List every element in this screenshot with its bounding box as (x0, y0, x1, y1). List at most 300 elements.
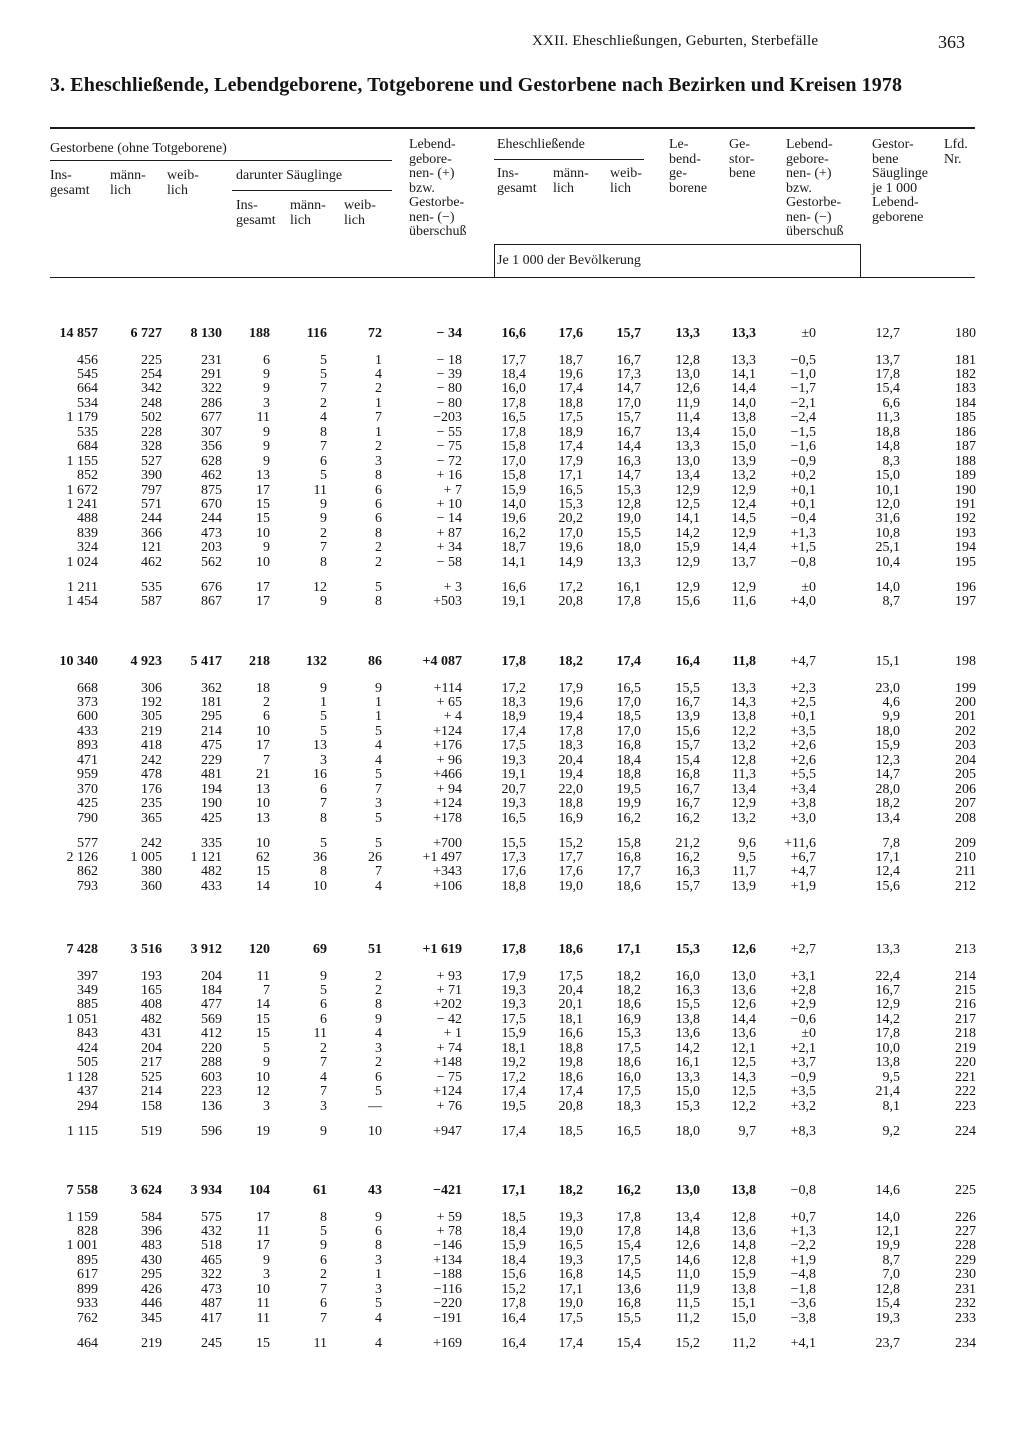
cell-ueberschuss-rate: +2,3 (790, 680, 816, 696)
cell-ehe-maennlich: 16,5 (558, 482, 583, 498)
cell-ehe-weiblich: 14,7 (616, 381, 641, 397)
cell-ehe-weiblich: 17,8 (616, 1209, 641, 1225)
cell-ehe-insgesamt: 17,4 (501, 723, 526, 739)
cell-saeuglinge-weiblich: 1 (375, 352, 382, 368)
cell-weiblich: 412 (201, 1026, 222, 1042)
cell-ueberschuss-rate: +3,5 (790, 723, 816, 739)
cell-ehe-weiblich: 15,4 (616, 1238, 641, 1254)
cell-saeuglinge-rate: 13,7 (875, 352, 900, 368)
cell-ueberschuss: − 75 (436, 1069, 462, 1085)
cell-lfd-nr: 183 (955, 381, 976, 397)
cell-gestorbene-rate: 14,4 (731, 540, 756, 556)
cell-weiblich: 245 (201, 1335, 222, 1351)
cell-maennlich: 527 (141, 453, 162, 469)
cell-lfd-nr: 181 (955, 352, 976, 368)
cell-ehe-maennlich: 17,4 (558, 1335, 583, 1351)
cell-saeuglinge-maennlich: 12 (313, 579, 327, 595)
cell-saeuglinge-insgesamt: 15 (256, 1335, 270, 1351)
cell-gestorbene-rate: 15,0 (731, 439, 756, 455)
cell-lebendgeborene-rate: 11,4 (676, 410, 700, 426)
cell-saeuglinge-rate: 14,0 (875, 1209, 900, 1225)
cell-saeuglinge-insgesamt: 3 (263, 395, 270, 411)
cell-saeuglinge-rate: 12,7 (875, 326, 900, 341)
cell-weiblich: 291 (201, 366, 222, 382)
cell-ehe-insgesamt: 17,8 (501, 1296, 526, 1312)
cell-lebendgeborene-rate: 13,3 (675, 439, 700, 455)
cell-ehe-maennlich: 19,0 (558, 878, 583, 894)
cell-weiblich: 184 (201, 983, 222, 998)
cell-ueberschuss: +169 (433, 1335, 462, 1351)
cell-lebendgeborene-rate: 12,5 (675, 497, 700, 512)
cell-lebendgeborene-rate: 11,9 (676, 395, 700, 411)
cell-maennlich: 342 (141, 381, 162, 397)
cell-saeuglinge-insgesamt: 6 (263, 352, 270, 368)
cell-saeuglinge-maennlich: 7 (320, 381, 327, 397)
cell-ehe-maennlich: 17,5 (558, 410, 583, 426)
cell-insgesamt: 600 (77, 709, 98, 725)
cell-ehe-weiblich: 17,8 (616, 1224, 641, 1239)
cell-saeuglinge-insgesamt: 13 (256, 468, 270, 484)
cell-ehe-insgesamt: 15,2 (501, 1281, 526, 1297)
cell-lfd-nr: 188 (955, 453, 976, 469)
cell-ehe-maennlich: 19,3 (558, 1252, 583, 1268)
cell-maennlich: 426 (141, 1281, 162, 1297)
cell-weiblich: 432 (201, 1224, 222, 1239)
cell-ehe-weiblich: 17,1 (616, 942, 641, 957)
cell-saeuglinge-rate: 12,0 (875, 497, 900, 512)
cell-ueberschuss: + 10 (436, 497, 462, 512)
cell-saeuglinge-insgesamt: 10 (256, 723, 270, 739)
cell-weiblich: 244 (201, 511, 222, 527)
cell-saeuglinge-maennlich: 2 (320, 1040, 327, 1056)
cell-ueberschuss: + 1 (443, 1026, 462, 1042)
cell-lebendgeborene-rate: 16,0 (675, 968, 700, 984)
cell-saeuglinge-maennlich: 3 (320, 1098, 327, 1114)
cell-ueberschuss-rate: −1,8 (790, 1281, 816, 1297)
cell-ehe-weiblich: 16,7 (616, 424, 641, 440)
cell-ueberschuss-rate: −1,6 (790, 439, 816, 455)
cell-ehe-maennlich: 20,8 (558, 1098, 583, 1114)
cell-ehe-insgesamt: 19,3 (501, 983, 526, 998)
cell-saeuglinge-rate: 21,4 (875, 1084, 900, 1100)
cell-ehe-insgesamt: 19,3 (501, 796, 526, 812)
cell-ehe-maennlich: 16,8 (558, 1267, 583, 1283)
cell-ueberschuss: + 96 (436, 752, 462, 768)
cell-ehe-insgesamt: 15,5 (501, 835, 526, 851)
cell-lfd-nr: 200 (955, 695, 976, 710)
cell-gestorbene-rate: 11,7 (732, 864, 756, 880)
cell-saeuglinge-rate: 7,8 (882, 835, 900, 851)
cell-ehe-maennlich: 15,3 (558, 497, 583, 512)
cell-ehe-insgesamt: 17,4 (501, 1123, 526, 1139)
cell-ehe-maennlich: 17,5 (558, 968, 583, 984)
cell-lfd-nr: 227 (955, 1224, 976, 1239)
cell-weiblich: 307 (201, 424, 222, 440)
cell-lfd-nr: 202 (955, 723, 976, 739)
cell-insgesamt: 2 126 (66, 850, 98, 865)
cell-saeuglinge-maennlich: 8 (320, 554, 327, 570)
cell-gestorbene-rate: 14,5 (731, 511, 756, 527)
cell-ueberschuss: + 65 (436, 695, 462, 710)
cell-weiblich: 322 (201, 1267, 222, 1283)
cell-ueberschuss-rate: −0,9 (790, 453, 816, 469)
cell-lfd-nr: 220 (955, 1055, 976, 1071)
cell-saeuglinge-weiblich: 9 (375, 680, 382, 696)
cell-saeuglinge-rate: 12,9 (875, 997, 900, 1013)
cell-gestorbene-rate: 14,8 (731, 1238, 756, 1254)
cell-ueberschuss-rate: −1,0 (790, 366, 816, 382)
cell-ueberschuss-rate: −0,8 (790, 554, 816, 570)
gestorbene-underline (50, 160, 392, 161)
cell-saeuglinge-weiblich: 1 (375, 424, 382, 440)
cell-ueberschuss-rate: +3,7 (790, 1055, 816, 1071)
cell-saeuglinge-weiblich: 4 (375, 1335, 382, 1351)
cell-saeuglinge-weiblich: 9 (375, 1209, 382, 1225)
cell-ehe-maennlich: 18,7 (558, 352, 583, 368)
cell-ueberschuss: + 94 (436, 781, 462, 797)
cell-ehe-weiblich: 13,6 (616, 1281, 641, 1297)
cell-ehe-insgesamt: 14,0 (501, 497, 526, 512)
top-rule (50, 127, 975, 129)
cell-gestorbene-rate: 13,4 (731, 781, 756, 797)
cell-maennlich: 3 516 (130, 942, 162, 957)
cell-maennlich: 462 (141, 554, 162, 570)
cell-gestorbene-rate: 12,2 (731, 1098, 756, 1114)
cell-weiblich: 433 (201, 878, 222, 894)
cell-ehe-maennlich: 17,6 (558, 864, 583, 880)
cell-lebendgeborene-rate: 12,8 (675, 352, 700, 368)
cell-ehe-insgesamt: 18,5 (501, 1209, 526, 1225)
cell-saeuglinge-maennlich: 7 (320, 1055, 327, 1071)
cell-ehe-insgesamt: 18,8 (501, 878, 526, 894)
cell-ehe-maennlich: 19,0 (558, 1296, 583, 1312)
cell-saeuglinge-maennlich: 6 (320, 997, 327, 1013)
cell-ueberschuss: − 18 (436, 352, 462, 368)
cell-lfd-nr: 215 (955, 983, 976, 998)
cell-insgesamt: 437 (77, 1084, 98, 1100)
cell-ueberschuss: + 74 (436, 1040, 462, 1056)
cell-ueberschuss-rate: +5,5 (790, 767, 816, 783)
cell-ehe-maennlich: 15,2 (558, 835, 583, 851)
cell-weiblich: 875 (201, 482, 222, 498)
cell-maennlich: 193 (141, 968, 162, 984)
cell-saeuglinge-weiblich: 3 (375, 1040, 382, 1056)
cell-ehe-weiblich: 17,5 (616, 1040, 641, 1056)
cell-saeuglinge-weiblich: 72 (368, 326, 382, 341)
cell-ueberschuss: −220 (433, 1296, 462, 1312)
cell-ehe-maennlich: 18,1 (558, 1011, 583, 1027)
cell-ehe-weiblich: 16,8 (616, 850, 641, 865)
cell-maennlich: 3 624 (130, 1183, 162, 1198)
cell-ehe-insgesamt: 16,5 (501, 410, 526, 426)
cell-saeuglinge-weiblich: 2 (375, 554, 382, 570)
cell-saeuglinge-maennlich: 13 (313, 738, 327, 754)
cell-saeuglinge-maennlich: 5 (320, 1224, 327, 1239)
cell-lfd-nr: 203 (955, 738, 976, 754)
cell-saeuglinge-insgesamt: 3 (263, 1098, 270, 1114)
cell-ehe-maennlich: 18,6 (558, 1069, 583, 1085)
cell-saeuglinge-rate: 10,8 (875, 525, 900, 541)
header-ehe-weiblich: weib- lich (610, 166, 642, 196)
cell-weiblich: 487 (201, 1296, 222, 1312)
cell-insgesamt: 425 (77, 796, 98, 812)
cell-saeuglinge-rate: 15,1 (875, 654, 900, 669)
table-title: 3. Eheschließende, Lebendgeborene, Totgeborene und Gestorbene nach Bezirken und Kreisen 1978 (50, 74, 903, 96)
cell-lebendgeborene-rate: 16,3 (675, 983, 700, 998)
cell-gestorbene-rate: 11,2 (732, 1335, 756, 1351)
cell-gestorbene-rate: 13,9 (731, 878, 756, 894)
cell-insgesamt: 893 (77, 738, 98, 754)
cell-ehe-maennlich: 17,9 (558, 680, 583, 696)
cell-ueberschuss-rate: +4,7 (790, 864, 816, 880)
cell-saeuglinge-maennlich: 132 (306, 654, 327, 669)
cell-lebendgeborene-rate: 16,7 (675, 781, 700, 797)
cell-saeuglinge-rate: 13,4 (875, 810, 900, 826)
cell-maennlich: 390 (141, 468, 162, 484)
cell-lfd-nr: 218 (955, 1026, 976, 1042)
cell-ueberschuss: −203 (433, 410, 462, 426)
cell-saeuglinge-rate: 23,0 (875, 680, 900, 696)
cell-saeuglinge-insgesamt: 11 (256, 1296, 270, 1312)
cell-ehe-weiblich: 19,9 (616, 796, 641, 812)
cell-ehe-insgesamt: 16,4 (501, 1310, 526, 1326)
cell-saeuglinge-insgesamt: 10 (256, 525, 270, 541)
cell-saeuglinge-weiblich: 1 (375, 709, 382, 725)
cell-ueberschuss: + 78 (436, 1224, 462, 1239)
cell-saeuglinge-rate: 10,0 (875, 1040, 900, 1056)
cell-weiblich: 417 (201, 1310, 222, 1326)
cell-ueberschuss: − 34 (436, 326, 462, 341)
cell-saeuglinge-maennlich: 3 (320, 752, 327, 768)
cell-gestorbene-rate: 15,9 (731, 1267, 756, 1283)
cell-insgesamt: 1 159 (66, 1209, 98, 1225)
cell-lebendgeborene-rate: 11,5 (676, 1296, 700, 1312)
cell-gestorbene-rate: 9,7 (738, 1123, 756, 1139)
cell-gestorbene-rate: 14,3 (731, 695, 756, 710)
cell-ueberschuss-rate: +3,0 (790, 810, 816, 826)
cell-lfd-nr: 213 (955, 942, 976, 957)
cell-ueberschuss: +124 (433, 1084, 462, 1100)
cell-lebendgeborene-rate: 15,4 (675, 752, 700, 768)
cell-saeuglinge-rate: 7,0 (882, 1267, 900, 1283)
cell-saeuglinge-insgesamt: 19 (256, 1123, 270, 1139)
cell-saeuglinge-rate: 17,8 (875, 1026, 900, 1042)
cell-ueberschuss-rate: +3,5 (790, 1084, 816, 1100)
cell-gestorbene-rate: 13,9 (731, 453, 756, 469)
cell-saeuglinge-weiblich: 5 (375, 835, 382, 851)
cell-saeuglinge-weiblich: 2 (375, 983, 382, 998)
cell-lfd-nr: 217 (955, 1011, 976, 1027)
cell-saeuglinge-insgesamt: 21 (256, 767, 270, 783)
cell-weiblich: 425 (201, 810, 222, 826)
cell-maennlich: 483 (141, 1238, 162, 1254)
cell-saeuglinge-insgesamt: 3 (263, 1267, 270, 1283)
per-1000-right-rule (860, 244, 861, 278)
cell-ehe-insgesamt: 15,9 (501, 1026, 526, 1042)
cell-ehe-insgesamt: 17,2 (501, 680, 526, 696)
cell-saeuglinge-maennlich: 69 (313, 942, 327, 957)
saeuglinge-underline (232, 190, 392, 191)
cell-saeuglinge-rate: 12,3 (875, 752, 900, 768)
cell-lebendgeborene-rate: 14,6 (675, 1252, 700, 1268)
cell-ehe-maennlich: 20,4 (558, 752, 583, 768)
cell-ehe-insgesamt: 18,7 (501, 540, 526, 556)
header-gestorbene-rate: Ge- stor- bene (729, 137, 756, 181)
cell-ehe-insgesamt: 16,4 (501, 1335, 526, 1351)
cell-lfd-nr: 199 (955, 680, 976, 696)
cell-lfd-nr: 201 (955, 709, 976, 725)
cell-saeuglinge-weiblich: 6 (375, 511, 382, 527)
cell-insgesamt: 1 128 (66, 1069, 98, 1085)
cell-gestorbene-rate: 12,5 (731, 1084, 756, 1100)
cell-weiblich: 295 (201, 709, 222, 725)
cell-ueberschuss-rate: −3,6 (790, 1296, 816, 1312)
cell-saeuglinge-maennlich: 5 (320, 468, 327, 484)
cell-insgesamt: 373 (77, 695, 98, 710)
cell-lebendgeborene-rate: 14,8 (675, 1224, 700, 1239)
cell-gestorbene-rate: 12,4 (731, 497, 756, 512)
per-1000-left-rule (494, 244, 495, 278)
cell-saeuglinge-weiblich: 10 (368, 1123, 382, 1139)
cell-maennlich: 408 (141, 997, 162, 1013)
cell-saeuglinge-insgesamt: 17 (256, 579, 270, 595)
cell-ehe-weiblich: 18,6 (616, 997, 641, 1013)
cell-saeuglinge-rate: 14,7 (875, 767, 900, 783)
cell-ueberschuss-rate: +2,6 (790, 752, 816, 768)
cell-maennlich: 587 (141, 594, 162, 610)
cell-maennlich: 584 (141, 1209, 162, 1225)
cell-insgesamt: 433 (77, 723, 98, 739)
cell-saeuglinge-insgesamt: 120 (249, 942, 270, 957)
header-maennlich: männ- lich (110, 168, 146, 198)
cell-gestorbene-rate: 14,3 (731, 1069, 756, 1085)
cell-ueberschuss: + 16 (436, 468, 462, 484)
cell-ueberschuss: +124 (433, 723, 462, 739)
cell-ehe-maennlich: 20,1 (558, 997, 583, 1013)
cell-saeuglinge-rate: 14,6 (875, 1183, 900, 1198)
cell-ehe-weiblich: 15,4 (616, 1335, 641, 1351)
cell-maennlich: 418 (141, 738, 162, 754)
cell-ueberschuss-rate: +2,9 (790, 997, 816, 1013)
cell-weiblich: 477 (201, 997, 222, 1013)
cell-lfd-nr: 228 (955, 1238, 976, 1254)
cell-saeuglinge-rate: 19,9 (875, 1238, 900, 1254)
cell-insgesamt: 895 (77, 1252, 98, 1268)
cell-ueberschuss: + 71 (436, 983, 462, 998)
cell-maennlich: 242 (141, 752, 162, 768)
cell-ueberschuss: +176 (433, 738, 462, 754)
cell-ehe-maennlich: 17,1 (558, 468, 583, 484)
cell-lfd-nr: 208 (955, 810, 976, 826)
cell-saeuglinge-maennlich: 4 (320, 410, 327, 426)
cell-saeuglinge-maennlich: 11 (313, 1026, 327, 1042)
cell-saeuglinge-maennlich: 9 (320, 594, 327, 610)
cell-saeuglinge-insgesamt: 17 (256, 738, 270, 754)
cell-ehe-weiblich: 16,7 (616, 352, 641, 368)
cell-lfd-nr: 206 (955, 781, 976, 797)
cell-weiblich: 562 (201, 554, 222, 570)
cell-lebendgeborene-rate: 16,1 (675, 1055, 700, 1071)
cell-lebendgeborene-rate: 13,0 (675, 1183, 700, 1198)
cell-gestorbene-rate: 12,9 (731, 482, 756, 498)
cell-lebendgeborene-rate: 15,3 (675, 1098, 700, 1114)
cell-lebendgeborene-rate: 16,7 (675, 695, 700, 710)
cell-weiblich: 518 (201, 1238, 222, 1254)
cell-maennlich: 214 (141, 1084, 162, 1100)
cell-saeuglinge-insgesamt: 11 (256, 1310, 270, 1326)
cell-lebendgeborene-rate: 11,9 (676, 1281, 700, 1297)
cell-ueberschuss: − 58 (436, 554, 462, 570)
cell-maennlich: 204 (141, 1040, 162, 1056)
cell-saeuglinge-weiblich: 4 (375, 752, 382, 768)
cell-gestorbene-rate: 11,8 (732, 654, 756, 669)
cell-saeuglinge-rate: 14,2 (875, 1011, 900, 1027)
cell-gestorbene-rate: 11,6 (732, 594, 756, 610)
cell-saeuglinge-maennlich: 9 (320, 511, 327, 527)
cell-weiblich: 596 (201, 1123, 222, 1139)
eheschliessende-underline (494, 159, 644, 160)
cell-ueberschuss-rate: +3,2 (790, 1098, 816, 1114)
cell-insgesamt: 664 (77, 381, 98, 397)
cell-lfd-nr: 207 (955, 796, 976, 812)
cell-lebendgeborene-rate: 13,4 (675, 424, 700, 440)
cell-ehe-insgesamt: 16,0 (501, 381, 526, 397)
cell-saeuglinge-rate: 15,6 (875, 878, 900, 894)
cell-weiblich: 214 (201, 723, 222, 739)
cell-ehe-insgesamt: 20,7 (501, 781, 526, 797)
cell-gestorbene-rate: 13,2 (731, 468, 756, 484)
cell-lfd-nr: 211 (955, 864, 976, 880)
cell-saeuglinge-weiblich: 5 (375, 1084, 382, 1100)
cell-saeuglinge-insgesamt: 10 (256, 1069, 270, 1085)
cell-ehe-insgesamt: 19,1 (501, 767, 526, 783)
cell-saeuglinge-maennlich: 1 (320, 695, 327, 710)
cell-lebendgeborene-rate: 15,7 (675, 878, 700, 894)
cell-lfd-nr: 222 (955, 1084, 976, 1100)
cell-saeuglinge-weiblich: 5 (375, 810, 382, 826)
cell-ueberschuss: −146 (433, 1238, 462, 1254)
cell-ueberschuss-rate: +2,6 (790, 738, 816, 754)
cell-weiblich: 473 (201, 1281, 222, 1297)
cell-ehe-maennlich: 18,8 (558, 1040, 583, 1056)
cell-ueberschuss: + 93 (436, 968, 462, 984)
cell-lfd-nr: 192 (955, 511, 976, 527)
cell-ueberschuss-rate: +1,3 (790, 1224, 816, 1239)
cell-maennlich: 502 (141, 410, 162, 426)
cell-ehe-maennlich: 17,8 (558, 723, 583, 739)
cell-lebendgeborene-rate: 14,2 (675, 1040, 700, 1056)
cell-ehe-insgesamt: 15,8 (501, 439, 526, 455)
cell-saeuglinge-insgesamt: 11 (256, 410, 270, 426)
cell-saeuglinge-maennlich: 9 (320, 680, 327, 696)
cell-ehe-insgesamt: 15,9 (501, 1238, 526, 1254)
cell-ehe-maennlich: 18,9 (558, 424, 583, 440)
cell-ueberschuss-rate: −2,4 (790, 410, 816, 426)
cell-insgesamt: 464 (77, 1335, 98, 1351)
cell-insgesamt: 456 (77, 352, 98, 368)
cell-saeuglinge-maennlich: 11 (313, 482, 327, 498)
cell-saeuglinge-maennlich: 5 (320, 983, 327, 998)
cell-maennlich: 430 (141, 1252, 162, 1268)
cell-saeuglinge-rate: 8,7 (882, 1252, 900, 1268)
cell-ehe-weiblich: 16,2 (616, 1183, 641, 1198)
cell-ehe-insgesamt: 17,1 (501, 1183, 526, 1198)
cell-insgesamt: 577 (77, 835, 98, 851)
cell-gestorbene-rate: 13,8 (731, 410, 756, 426)
cell-ehe-weiblich: 16,8 (616, 1296, 641, 1312)
cell-insgesamt: 1 001 (66, 1238, 98, 1254)
cell-saeuglinge-weiblich: 7 (375, 410, 382, 426)
